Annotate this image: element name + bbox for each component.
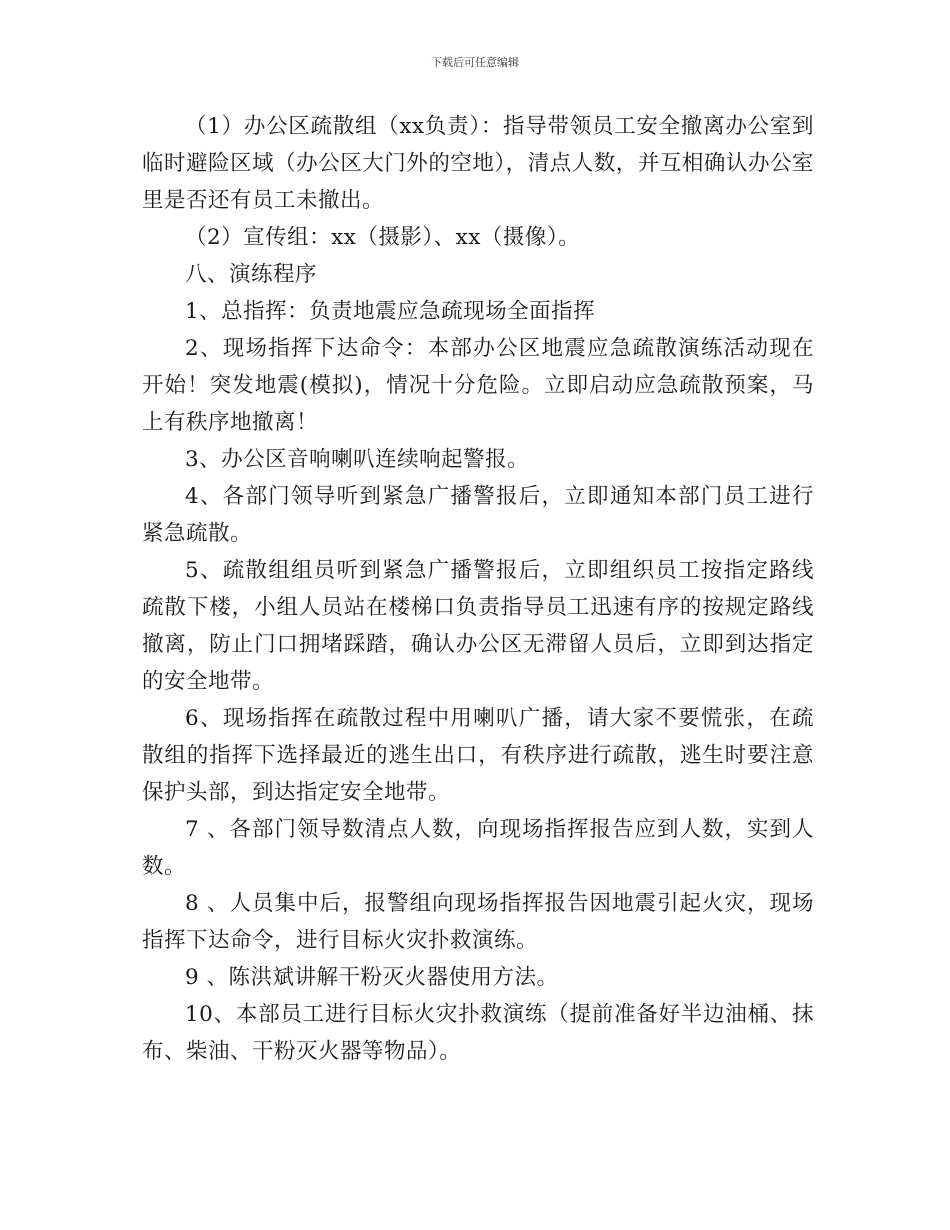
document-body xyxy=(142,108,814,1070)
paragraph-step-10: 10、本部员工进行目标火灾扑救演练（提前准备好半边油桶、抹布、柴油、干粉灭火器等物品）。 xyxy=(142,1002,814,1064)
page-header: 下载后可任意编辑 xyxy=(431,56,519,69)
paragraph-step-7: 7 、各部门领导数清点人数，向现场指挥报告应到人数，实到人数。 xyxy=(142,817,814,879)
paragraph-step-3: 3、办公区音响喇叭连续响起警报。 xyxy=(185,447,530,472)
paragraph-step-8: 8 、人员集中后，报警组向现场指挥报告因地震引起火灾，现场指挥下达命令，进行目标火灾扑救演练。 xyxy=(142,891,814,953)
paragraph-publicity-group: （2）宣传组：xx（摄影）、xx（摄像）。 xyxy=(185,225,581,250)
paragraph-step-9: 9 、陈洪斌讲解干粉灭火器使用方法。 xyxy=(185,965,559,990)
paragraph-step-6: 6、现场指挥在疏散过程中用喇叭广播，请大家不要慌张，在疏散组的指挥下选择最近的逃生出口，有秩序进行疏散，逃生时要注意保护头部，到达指定安全地带。 xyxy=(142,706,814,805)
paragraph-step-2: 2、现场指挥下达命令：本部办公区地震应急疏散演练活动现在开始！突发地震(模拟)，情况十分危险。立即启动应急疏散预案，马上有秩序地撤离！ xyxy=(142,336,814,435)
paragraph-step-5: 5、疏散组组员听到紧急广播警报后，立即组织员工按指定路线疏散下楼，小组人员站在楼梯口负责指导员工迅速有序的按规定路线撤离，防止门口拥堵踩踏，确认办公区无滞留人员后，立即到达指定的安全地带。 xyxy=(142,558,814,694)
paragraph-evacuation-group: （1）办公区疏散组（xx负责）：指导带领员工安全撤离办公室到临时避险区域（办公区大门外的空地），清点人数，并互相确认办公室里是否还有员工未撤出。 xyxy=(142,114,814,213)
paragraph-step-4: 4、各部门领导听到紧急广播警报后，立即通知本部门员工进行紧急疏散。 xyxy=(142,484,814,546)
section-heading-drill-procedure: 八、演练程序 xyxy=(185,262,318,287)
paragraph-step-1: 1、总指挥：负责地震应急疏现场全面指挥 xyxy=(185,299,596,324)
